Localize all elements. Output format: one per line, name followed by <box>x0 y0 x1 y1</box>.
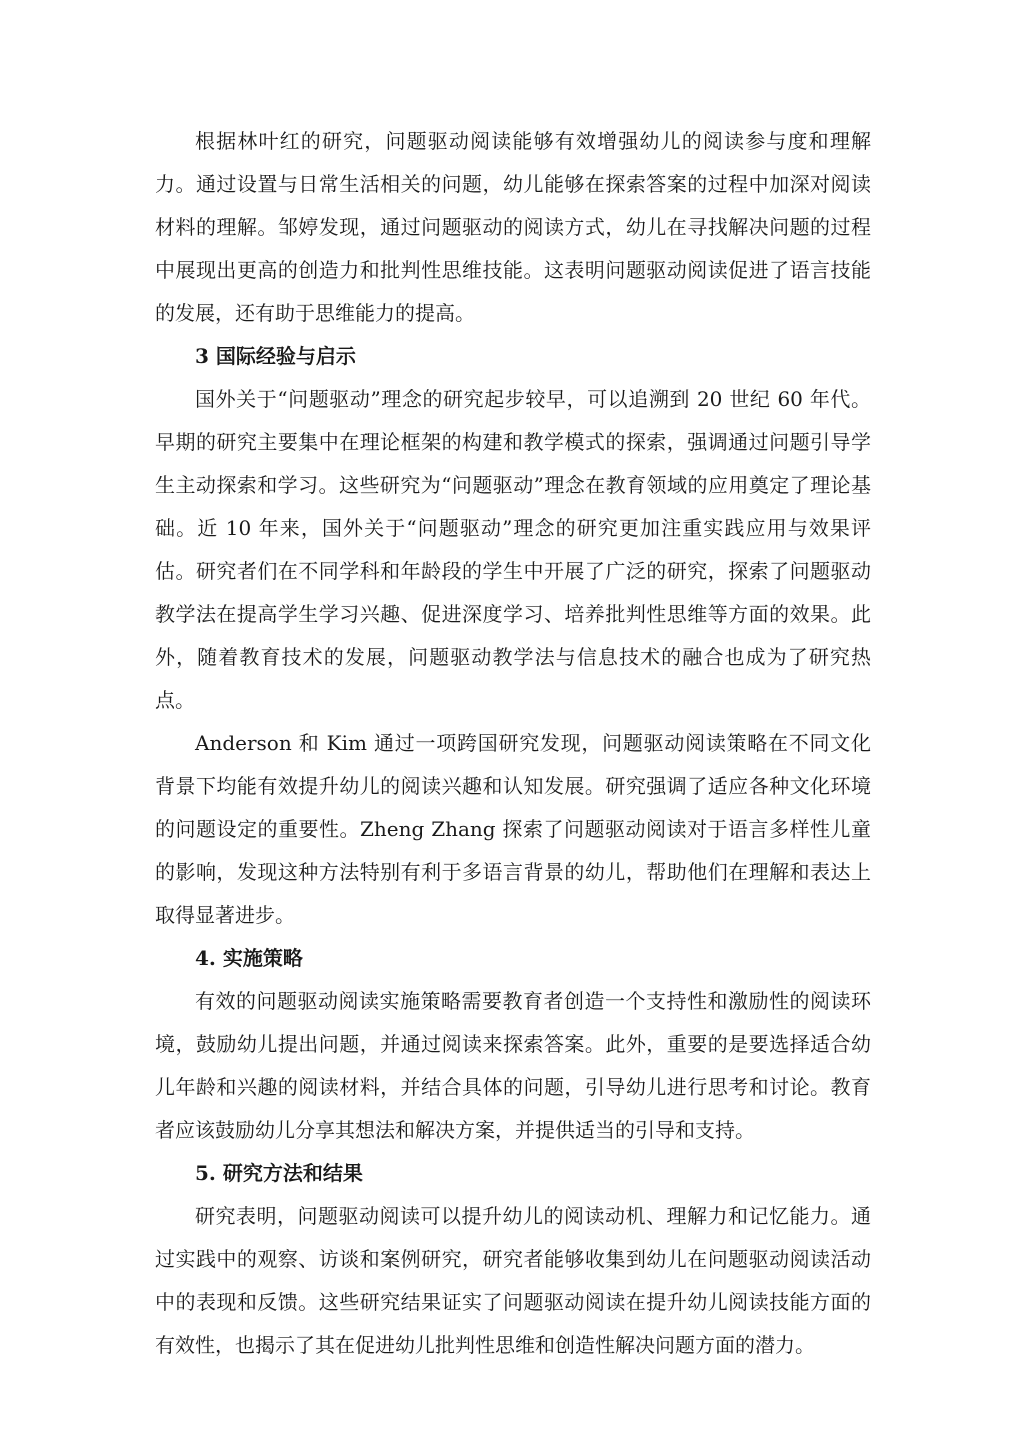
section-heading-methods-results: 5. 研究方法和结果 <box>195 1161 363 1185</box>
paragraph-lin-yehong-study: 根据林叶红的研究，问题驱动阅读能够有效增强幼儿的阅读参与度和理解力。通过设置与日常生活相关的问题，幼儿能够在探索答案的过程中加深对阅读材料的理解。邹婷发现，通过问题驱动的阅读方式，幼儿在寻找解决问题的过程中展现出更高的创造力和批判性思维技能。这表明问题驱动阅读促进了语言技能的发展，还有助于思维能力的提高。 <box>155 129 871 325</box>
paragraph-cross-national-study: Anderson 和 Kim 通过一项跨国研究发现，问题驱动阅读策略在不同文化背景下均能有效提升幼儿的阅读兴趣和认知发展。研究强调了适应各种文化环境的问题设定的重要性。Zheng Zhang 探索了问题驱动阅读对于语言多样性儿童的影响，发现这种方法特别有利于多语言背景的幼儿，帮助他们在理解和表达上取得显著进步。 <box>155 731 871 927</box>
paragraph-implementation-strategy: 有效的问题驱动阅读实施策略需要教育者创造一个支持性和激励性的阅读环境，鼓励幼儿提出问题，并通过阅读来探索答案。此外，重要的是要选择适合幼儿年龄和兴趣的阅读材料，并结合具体的问题，引导幼儿进行思考和讨论。教育者应该鼓励幼儿分享其想法和解决方案，并提供适当的引导和支持。 <box>155 989 871 1142</box>
section-heading-international-experience: 3 国际经验与启示 <box>195 344 356 368</box>
paragraph-foreign-research: 国外关于“问题驱动”理念的研究起步较早，可以追溯到 20 世纪 60 年代。早期的研究主要集中在理论框架的构建和教学模式的探索，强调通过问题引导学生主动探索和学习。这些研究为“问题驱动”理念在教育领域的应用奠定了理论基础。近 10 年来，国外关于“问题驱动”理念的研究更加注重实践应用与效果评估。研究者们在不同学科和年龄段的学生中开展了广泛的研究，探索了问题驱动教学法在提高学生学习兴趣、促进深度学习、培养批判性思维等方面的效果。此外，随着教育技术的发展，问题驱动教学法与信息技术的融合也成为了研究热点。 <box>155 387 871 712</box>
section-heading-implementation-strategy: 4. 实施策略 <box>195 946 303 970</box>
document-page <box>155 120 871 1367</box>
paragraph-methods-results: 研究表明，问题驱动阅读可以提升幼儿的阅读动机、理解力和记忆能力。通过实践中的观察、访谈和案例研究，研究者能够收集到幼儿在问题驱动阅读活动中的表现和反馈。这些研究结果证实了问题驱动阅读在提升幼儿阅读技能方面的有效性，也揭示了其在促进幼儿批判性思维和创造性解决问题方面的潜力。 <box>155 1204 871 1357</box>
